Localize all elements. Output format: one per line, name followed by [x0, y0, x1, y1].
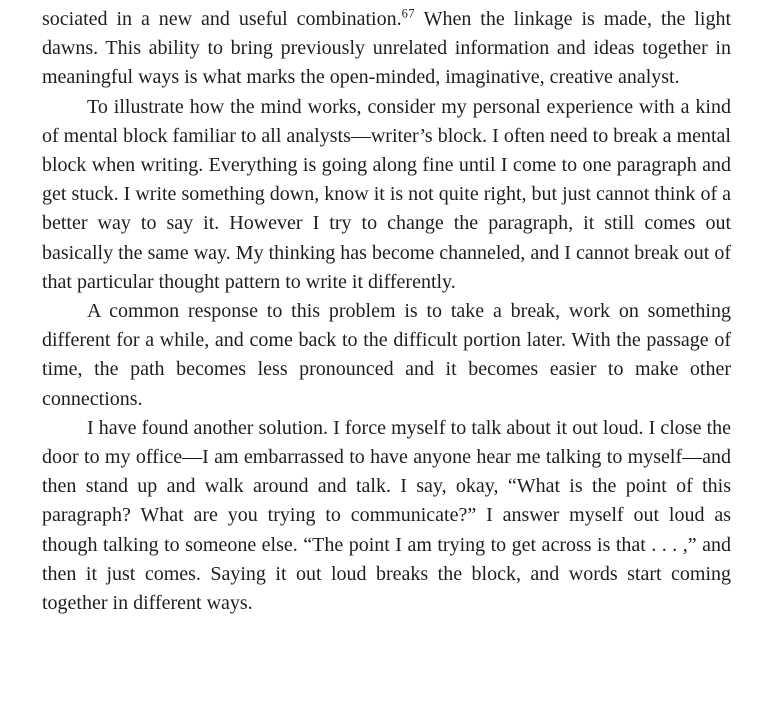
paragraph-common-response: A common response to this problem is to take a break, work on something different for a while, and come back to the difficult portion later. With the passage of time, the path becomes less pronounced and it becomes easier to make other connections. — [42, 300, 731, 410]
paragraph-text: sociated in a new and useful combination. — [42, 8, 402, 30]
paragraph-continuation — [42, 5, 731, 93]
paragraph-another-solution: I have found another solution. I force myself to talk about it out loud. I close the door to my office—I am embarrassed to have anyone hear me talking to myself—and then stand up and walk around and talk. I say, okay, “What is the point of this paragraph? What are you trying to communicate?” I answer myself out loud as though talking to someone else. “The point I am trying to get across is that . . . ,” and then it just comes. Saying it out loud breaks the block, and words start coming together in different ways. — [42, 416, 731, 615]
paragraph-illustrate-mind-works: To illustrate how the mind works, consider my personal experience with a kind of mental block familiar to all analysts—writer’s block. I often need to break a mental block when writing. Everything is going along fine until I come to one paragraph and get stuck. I write something down, know it is not quite right, but just cannot think of a better way to say it. However I try to change the paragraph, it still comes out basically the same way. My thinking has become channeled, and I cannot break out of that particular thought pattern to write it differently. — [42, 95, 731, 293]
paragraph-text: When the linkage is made, the light dawns. This ability to bring previously unrelated information and ideas together in meaningful ways is what marks the open-minded, imaginative, creative analyst. — [42, 8, 732, 89]
footnote-reference: 67 — [401, 6, 416, 21]
